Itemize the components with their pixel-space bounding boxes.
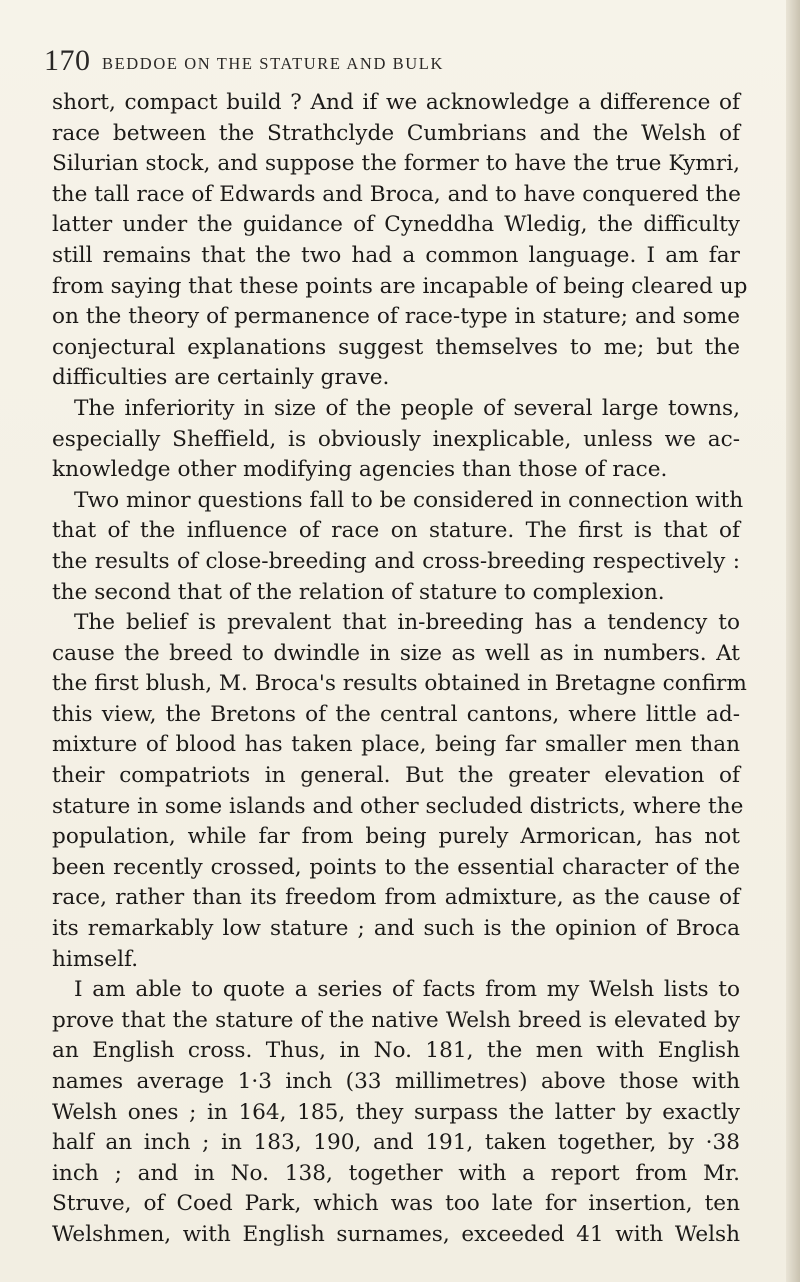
text-line: race between the Strathclyde Cumbrians and the Welsh of xyxy=(52,120,740,146)
paragraph xyxy=(52,608,747,975)
text-line: prove that the stature of the native Welsh breed is elevated by xyxy=(52,1007,740,1033)
paragraph xyxy=(52,88,748,394)
text-line: mixture of blood has taken place, being far smaller men than xyxy=(52,732,740,758)
text-line: inch ; and in No. 138, together with a report from Mr. xyxy=(52,1160,740,1186)
paragraph xyxy=(52,486,744,608)
text-line: latter under the guidance of Cyneddha Wledig, the difficulty xyxy=(52,212,740,238)
text-line: that of the influence of race on stature. The first is that of xyxy=(52,518,740,544)
text-line: stature in some islands and other secluded districts, where the xyxy=(52,793,744,819)
text-line: been recently crossed, points to the essential character of the xyxy=(52,854,740,880)
text-line: names average 1·3 inch (33 millimetres) above those with xyxy=(52,1069,740,1094)
text-line: The inferiority in size of the people of several large towns, xyxy=(74,395,740,421)
text-line: race, rather than its freedom from admixture, as the cause of xyxy=(52,885,740,911)
text-line: himself. xyxy=(52,946,139,972)
text-line: still remains that the two had a common language. I am far xyxy=(52,242,740,268)
text-line: its remarkably low stature ; and such is the opinion of Broca xyxy=(52,916,740,942)
text-line: this view, the Bretons of the central cantons, where little ad- xyxy=(52,701,740,727)
text-line: from saying that these points are incapable of being cleared up xyxy=(52,273,748,299)
text-line: especially Sheffield, is obviously inexplicable, unless we ac- xyxy=(52,426,740,452)
page-number: 170 xyxy=(44,44,91,77)
text-line: Welshmen, with English surnames, exceeded 41 with Welsh xyxy=(52,1221,740,1247)
text-line: population, while far from being purely Armorican, has not xyxy=(52,824,740,850)
running-head: BEDDOE ON THE STATURE AND BULK xyxy=(102,54,444,73)
text-line: Struve, of Coed Park, which was too late for insertion, ten xyxy=(52,1191,740,1217)
text-line: Welsh ones ; in 164, 185, they surpass the latter by exactly xyxy=(52,1099,740,1125)
text-line: on the theory of permanence of race-type in stature; and some xyxy=(52,304,740,330)
text-line: Two minor questions fall to be considered in connection with xyxy=(74,487,744,513)
page-header xyxy=(44,44,764,80)
paragraph xyxy=(52,975,740,1250)
text-line: an English cross. Thus, in No. 181, the men with English xyxy=(52,1038,740,1064)
text-line: short, compact build ? And if we acknowledge a difference of xyxy=(52,90,740,115)
paragraph xyxy=(52,394,740,486)
text-line: the second that of the relation of stature to complexion. xyxy=(52,579,665,605)
text-line: the tall race of Edwards and Broca, and to have conquered the xyxy=(52,181,741,207)
text-line: half an inch ; in 183, 190, and 191, taken together, by ·38 xyxy=(52,1130,740,1156)
text-line: cause the breed to dwindle in size as well as in numbers. At xyxy=(52,640,740,666)
body-text xyxy=(52,88,748,1251)
text-line: The belief is prevalent that in-breeding has a tendency to xyxy=(74,610,740,636)
text-line: I am able to quote a series of facts from my Welsh lists to xyxy=(74,977,740,1003)
text-line: Silurian stock, and suppose the former to have the true Kymri, xyxy=(52,151,740,177)
text-line: the results of close-breeding and cross-breeding respectively : xyxy=(52,548,740,574)
text-line: their compatriots in general. But the greater elevation of xyxy=(52,763,740,789)
text-line: conjectural explanations suggest themselves to me; but the xyxy=(52,334,740,360)
text-line: difficulties are certainly grave. xyxy=(52,365,390,391)
page-binding-edge xyxy=(786,0,800,1282)
text-line: knowledge other modifying agencies than those of race. xyxy=(52,457,668,483)
text-line: the first blush, M. Broca's results obtained in Bretagne confirm xyxy=(52,671,747,697)
